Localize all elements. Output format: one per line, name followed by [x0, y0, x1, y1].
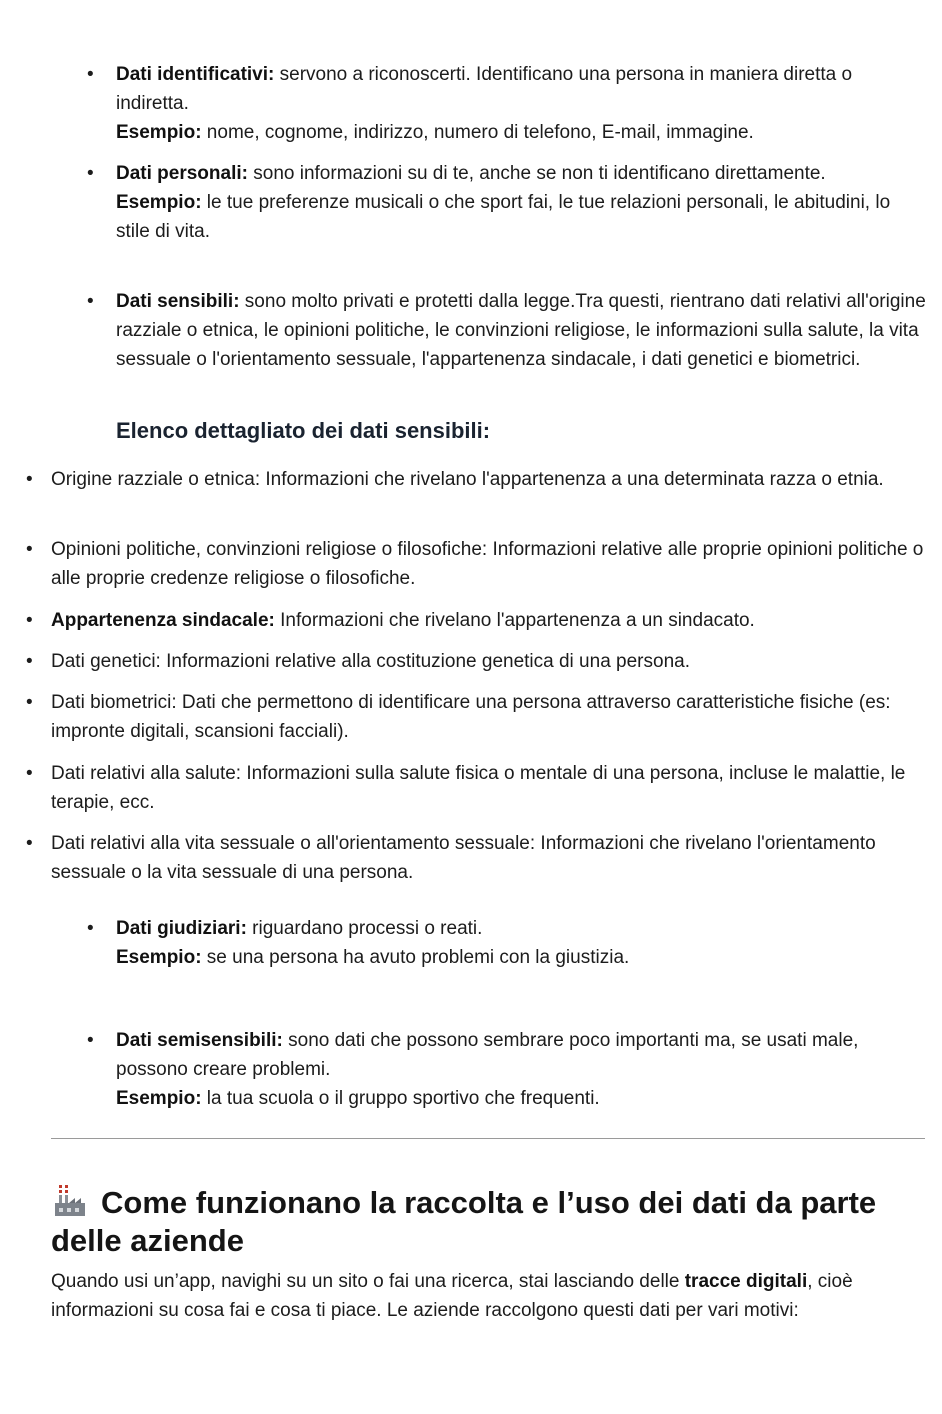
- description: servono a riconoscerti. Identificano una persona in maniera diretta o indiretta.: [116, 64, 853, 114]
- sensitive-data-list: [51, 829, 926, 887]
- list-item: • Origine razziale o etnica: Informazioni che rivelano l'appartenenza a una determinata razza o etnia.: [51, 465, 926, 494]
- term: Dati semisensibili:: [116, 1030, 283, 1051]
- sensitive-data-list: [51, 465, 926, 494]
- description: sono dati che possono sembrare poco importanti ma, se usati male, possono creare problemi.: [116, 1030, 859, 1080]
- example-label: Esempio:: [116, 192, 202, 213]
- list-item: • Dati biometrici: Dati che permettono di identificare una persona attraverso caratteristiche fisiche (es: impronte digitali, scansioni facciali).: [51, 688, 926, 746]
- list-item: [116, 159, 926, 246]
- list-item: • Opinioni politiche, convinzioni religiose o filosofiche: Informazioni relative alle proprie opinioni politiche o alle proprie credenze religiose o filosofiche.: [51, 535, 926, 593]
- term: Appartenenza sindacale:: [51, 610, 275, 631]
- example-label: Esempio:: [116, 122, 202, 143]
- paragraph-text: , cioè informazioni su cosa fai e cosa ti piace. Le aziende raccolgono questi dati per vari motivi:: [51, 1271, 853, 1321]
- description: sono informazioni su di te, anche se non ti identificano direttamente.: [247, 163, 826, 184]
- sensitive-data-list: [51, 535, 926, 593]
- example-text: la tua scuola o il gruppo sportivo che frequenti.: [201, 1088, 600, 1109]
- section-title: Come funzionano la raccolta e l’uso dei dati da parte delle aziende: [51, 1185, 877, 1258]
- list-item: [116, 60, 926, 147]
- example-line: [116, 943, 926, 972]
- list-item: • Dati relativi alla vita sessuale o all'orientamento sessuale: Informazioni che rivelano l'orientamento sessuale o la vita sessuale di una persona.: [51, 829, 926, 887]
- description: riguardano processi o reati.: [246, 918, 483, 939]
- example-text: se una persona ha avuto problemi con la giustizia.: [201, 947, 630, 968]
- example-label: Esempio:: [116, 1088, 202, 1109]
- data-categories-list: [116, 159, 926, 246]
- data-categories-list: [116, 1026, 926, 1113]
- list-item: [51, 606, 926, 635]
- paragraph-emphasis: tracce digitali: [684, 1271, 808, 1292]
- description: sono molto privati e protetti dalla legge.Tra questi, rientrano dati relativi all'origine razziale o etnica, le opinioni politiche, le convinzioni religiose, le informazioni sulla salute, la vita sessuale o l'orientamento sessuale, l'appartenenza sindacale, i dati genetici e biometrici.: [116, 291, 926, 370]
- sensitive-data-subheading: Elenco dettagliato dei dati sensibili:: [116, 418, 491, 443]
- example-text: le tue preferenze musicali o che sport fai, le tue relazioni personali, le abitudini, lo stile di vita.: [116, 192, 891, 242]
- example-label: Esempio:: [116, 947, 202, 968]
- sensitive-data-list: [51, 606, 926, 635]
- section-paragraph: [51, 1267, 926, 1325]
- term: Dati personali:: [116, 163, 248, 184]
- list-item: [116, 914, 926, 972]
- list-item: [116, 1026, 926, 1113]
- sensitive-data-list: [51, 759, 926, 817]
- description: Informazioni che rivelano l'appartenenza a un sindacato.: [274, 610, 755, 631]
- term: Dati giudiziari:: [116, 918, 247, 939]
- divider: [51, 1138, 925, 1139]
- section-heading: [51, 1183, 926, 1260]
- term: Dati identificativi:: [116, 64, 275, 85]
- data-categories-list: [116, 60, 926, 147]
- factory-icon: [51, 1183, 91, 1217]
- sensitive-data-list: [51, 647, 926, 676]
- list-item: • Dati genetici: Informazioni relative alla costituzione genetica di una persona.: [51, 647, 926, 676]
- term: Dati sensibili:: [116, 291, 240, 312]
- data-categories-list: [116, 287, 926, 374]
- example-line: [116, 118, 926, 147]
- example-text: nome, cognome, indirizzo, numero di telefono, E-mail, immagine.: [201, 122, 754, 143]
- list-item: [116, 287, 926, 374]
- example-line: [116, 188, 926, 246]
- sensitive-data-list: [51, 688, 926, 746]
- list-item: • Dati relativi alla salute: Informazioni sulla salute fisica o mentale di una persona, incluse le malattie, le terapie, ecc.: [51, 759, 926, 817]
- paragraph-text: Quando usi un’app, navighi su un sito o fai una ricerca, stai lasciando delle: [51, 1271, 685, 1292]
- data-categories-list: [116, 914, 926, 972]
- example-line: [116, 1084, 926, 1113]
